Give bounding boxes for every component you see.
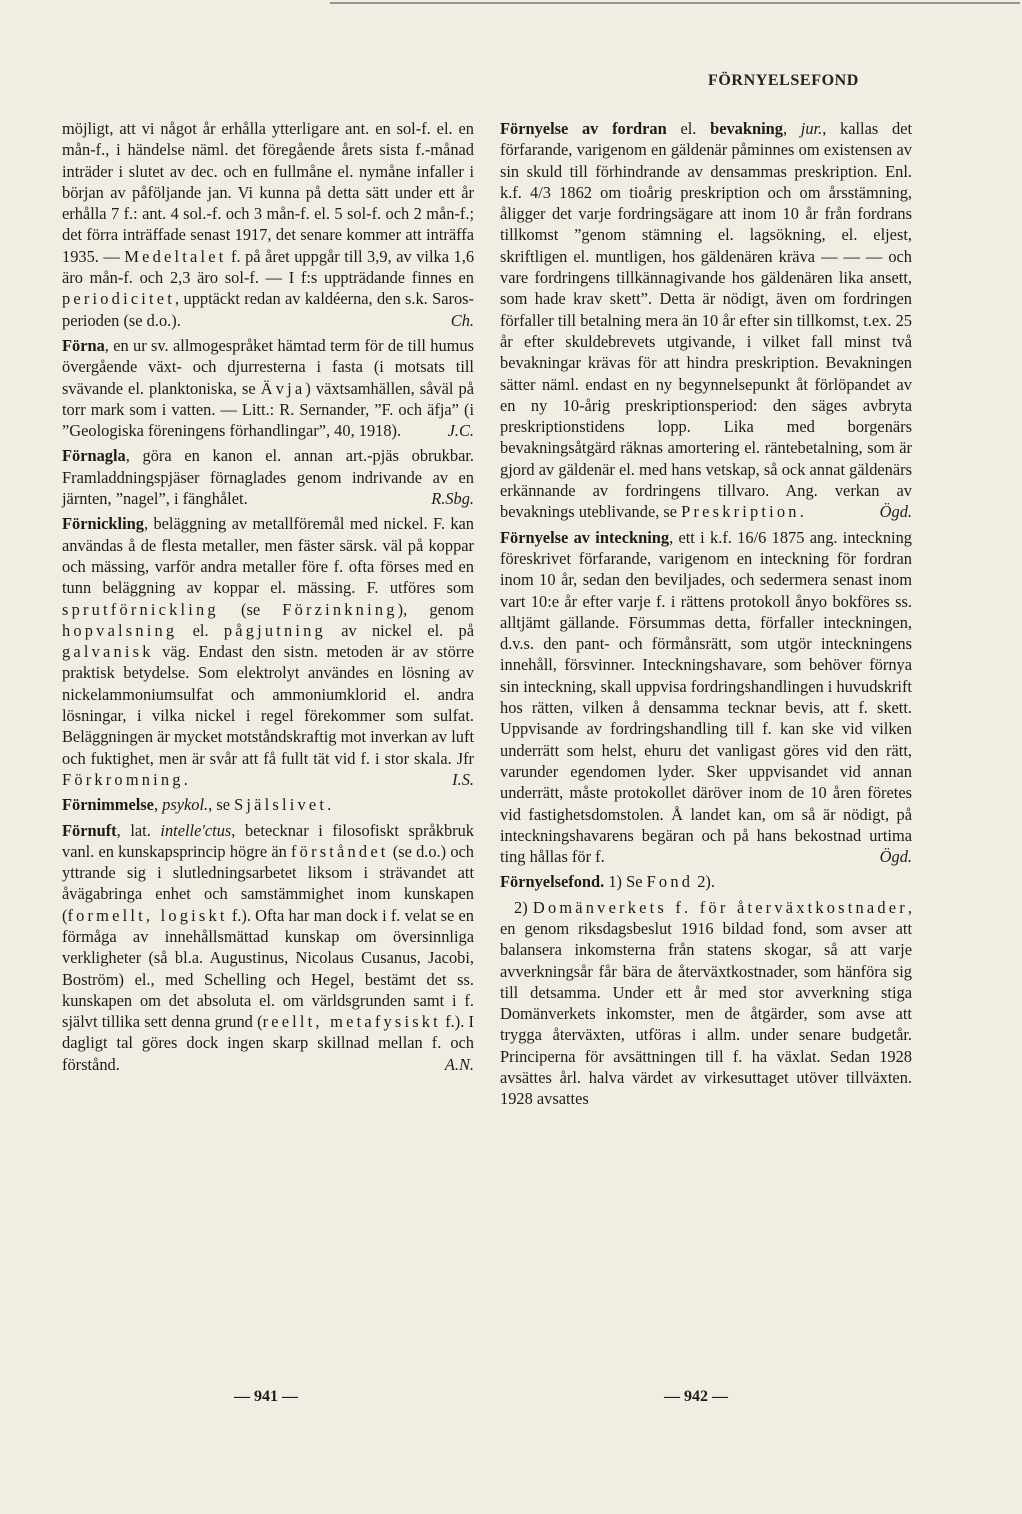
author-signature: Ögd. (879, 502, 912, 522)
left-column (62, 118, 474, 1079)
page-number-right: — 942 — (664, 1388, 728, 1405)
entry-fornimmelse: Förnimmelse, psykol., se Själslivet. (62, 795, 332, 815)
page-number-left: — 941 — (234, 1388, 298, 1405)
entry-fornagla: Förnagla, göra en kanon el. annan art.-pjäs obrukbar. Framladdningspjäser förnaglades genom indrivande av en järnten, ”nagel”, i fänghålet. R.Sbg. (62, 446, 474, 509)
headword: Förnyelsefond. (500, 872, 605, 892)
headword: Förna (62, 335, 105, 355)
entry-forna: Förna, en ur sv. allmogespråket hämtad term för de till humus övergående växt- och djurresterna i fasta (i motsats till svävande el. planktoniska, se Ävja) växtsamhällen, såväl på torr mark som i vatten. — Litt.: R. Sernander, ”F. och äfja” (i ”Geologiska föreningens förhandlingar”, 40, 1918). J.C. (62, 335, 474, 441)
headword: Förnuft (62, 820, 117, 840)
entry-fornyelse-av-fordran: Förnyelse av fordran el. bevakning, jur., kallas det förfarande, varigenom en gäldenär påminnes om existensen av sin skuld till förhindrande av densammas preskription. Enl. k.f. 4/3 1862 om tioårig preskription och om årsstämning, åligger det varje fordringsägare att inom 10 år från fordrans tillkomst ”genom stämning el. lagsökning, el. eljest, skriftligen el. muntligen, hos gäldenären kräva — — — och vare fordringens tillkännagivande hos gäldenären lika ansett, som hade krav skett”. Detta är nödigt, även om fordringen förfaller till betalning mera än 10 år efter sin tillkomst, t.ex. 25 år efter skuldebrevets utgivande, i vilket fall minst två bevakningar krävas för att hindra preskription. Bevakningen sätter näml. endast en ny begynnelsepunkt åt förlöpandet av en ny 10-årig preskriptionsperiod: den säges avbryta preskriptionstidens lopp. Lika med borgenärs bevakningsåtgärd räknas amortering el. räntebetalning, som är gjord av gäldenär el. med hans vetskap, så ock annat gäldenärs erkännande av fordringens tillvaro. Ang. verkan av bevaknings uteblivande, se Preskription. Ögd. (500, 119, 912, 522)
headword: Förnickling (62, 514, 144, 534)
author-signature: Ch. (450, 310, 474, 330)
headword: Förnagla (62, 446, 126, 466)
entry-continuation: möjligt, att vi något år erhålla ytterligare ant. en sol-f. el. en mån-f., i händelse näml. det föregående årets sista f.-månad inträder i slutet av dec. och en fullmåne el. nymåne infaller i början av påföljande jan. Vi kunna på detta sätt under ett år erhålla 7 f.: ant. 4 sol.-f. och 3 mån-f. el. 5 sol-f. och 2 mån-f.; det förra inträffade senast 1917, det senare kommer att inträffa 1935. — Medeltalet f. på året uppgår till 3,9, av vilka 1,6 äro mån-f. och 2,3 äro sol-f. — I f:s uppträdande finnes en periodicitet, upptäckt redan av kaldéerna, den s.k. Saros-perioden (se d.o.). Ch. (62, 119, 475, 330)
author-signature: R.Sbg. (431, 489, 474, 509)
author-signature: I.S. (452, 769, 474, 789)
entry-fornuft: Förnuft, lat. intelle'ctus, betecknar i filosofiskt språkbruk vanl. en kunskapsprincip högre än förståndet (se d.o.) och yttrande sig i slutledningsarbetet liksom i strävandet att åvägabringa enhet och samstämmighet inom kunskapen (formellt, logiskt f.). Ofta har man dock i f. velat se en förmåga av innehållsmättad kunskap om översinnliga verkligheter (så bl.a. Augustinus, Nicolaus Cusanus, Jacobi, Boström) el., med Schelling och Hegel, bestämt det ss. kunskapen om det absoluta el. om världsgrunden samt i f. självt tillika sett denna grund (reellt, metafysiskt f.). I dagligt tal göres dock ingen skarp skillnad mellan f. och förstånd. A.N. (62, 820, 475, 1074)
right-column (500, 118, 912, 1114)
running-head: FÖRNYELSEFOND (708, 72, 859, 89)
author-signature: A.N. (444, 1054, 474, 1074)
author-signature: Ögd. (879, 847, 912, 867)
entry-domanverkets-fond: 2) Domänverkets f. för återväxtkostnader, en genom riksdagsbeslut 1916 bildad fond, som avser att balansera inkomsterna från statens skogar, så att varje avverkningsår får bära de återväxtkostnader, som hänföra sig till detsamma. Under ett år med stor avverkning stiga Domänverkets inkomster, men de åtgärder, som avse att trygga återväxten, utföras i allm. under senare budgetår. Principerna för avsättningen till f. ha växlat. Sedan 1928 avsättes årl. halva värdet av virkesuttaget utöver tillväxten. 1928 avsattes (500, 897, 912, 1109)
headword: Förnyelse av fordran (500, 119, 667, 138)
headword: Förnyelse av inteckning (500, 527, 670, 547)
entry-fornyelsefond: Förnyelsefond. 1) Se Fond 2). (500, 872, 715, 892)
top-edge-rule (330, 2, 1020, 4)
entry-fornyelse-av-inteckning: Förnyelse av inteckning, ett i k.f. 16/6 1875 ang. inteckning föreskrivet förfarande, varigenom en inteckning för fordran inom 10 år, sedan den beviljades, och sedermera senast inom vart 10:e år efter varje f. i rättens protokoll ånyo bokföres ss. alltjämt gällande. Försummas detta, förfaller inteckningen, d.v.s. den pant- och förmånsrätt, som utgör inteckningens innehåll, försvinner. Inteckningshavare, som behöver förnya sin inteckning, skall uppvisa fordringshandlingen i huvudskrift hos rätten, vilken å densamma tecknar bevis, att f. skett. Uppvisande av fordringshandling till f. kan ske vid vilken underrätt som helst, ehuru det vanligast göres vid den rätt, varunder egendomen lyder. Sker uppvisandet vid annan underrätt, måste protokollet däröver inom de 10 åren företes vid fastighetsdomstolen. Å landet kan, om så är nödigt, på inteckningshavarens begäran och på hans bekostnad urtima ting hållas för f. Ögd. (500, 527, 912, 867)
author-signature: J.C. (447, 421, 474, 441)
headword: Förnimmelse (62, 795, 154, 815)
entry-fornickling: Förnickling, beläggning av metallföremål med nickel. F. kan användas å de flesta metaller, men fäster särsk. väl på koppar och mässing, varför andra metaller före f. ofta förses med en tunn beläggning av koppar el. mässing. F. utföres som sprutförnickling (se Förzinkning), genom hopvalsning el. pågjutning av nickel el. på galvanisk väg. Endast den sistn. metoden är av större praktisk betydelse. Som elektrolyt användes en lösning av nickelammoniumsulfat och ammoniumklorid el. andra lösningar, i vilka nickel i regel förekommer som sulfat. Beläggningen är mycket motståndskraftig mot inverkan av luft och fuktighet, men är svår att få fullt tät vid f. i stor skala. Jfr Förkromning. I.S. (62, 514, 474, 789)
